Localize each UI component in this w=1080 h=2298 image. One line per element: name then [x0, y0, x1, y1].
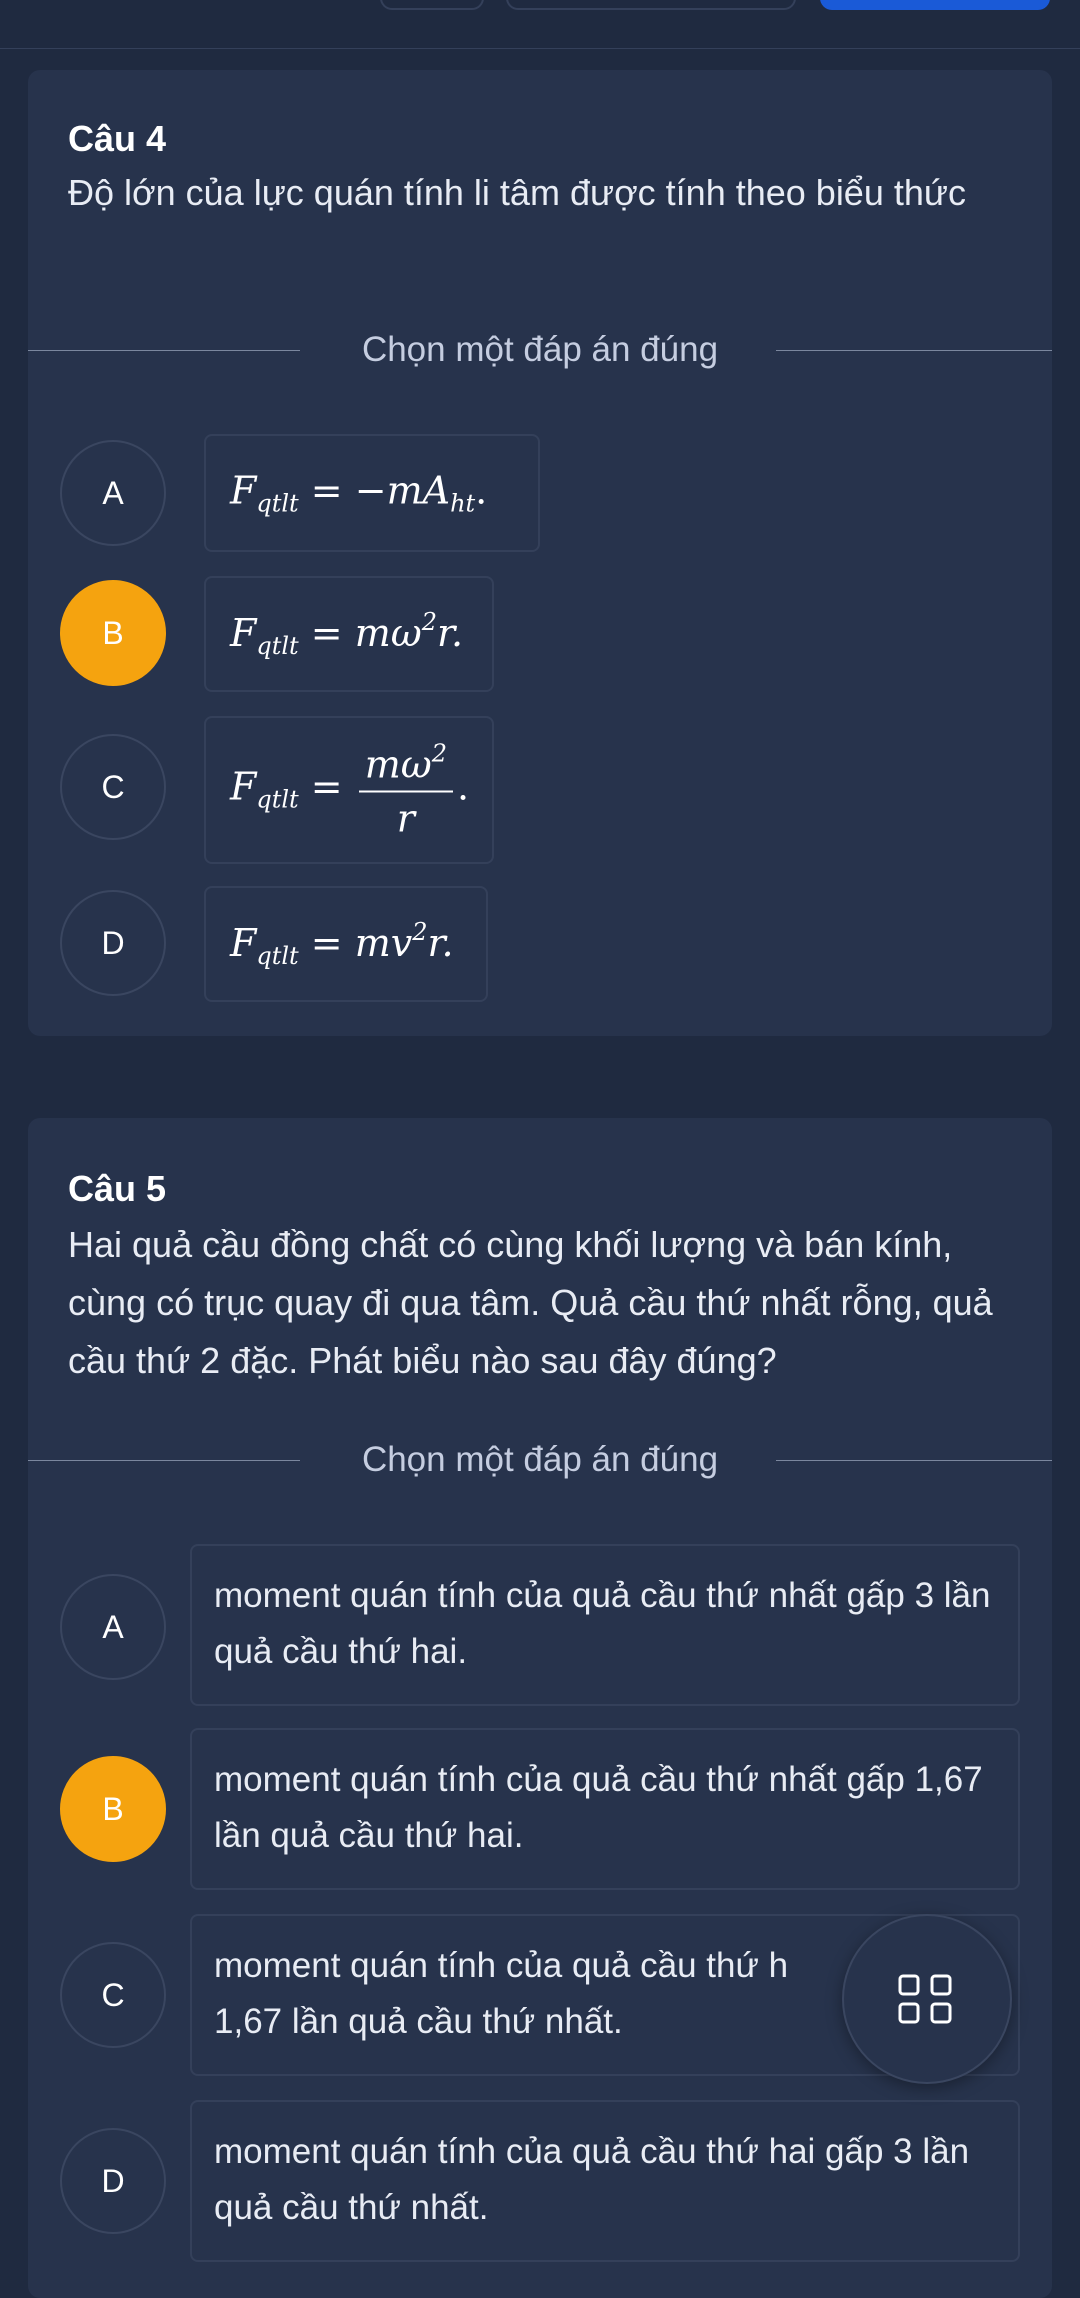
top-tab-bar — [0, 0, 1080, 49]
option-c-formula: $F_{qtlt}$ = $\frac{m\omega^2}{r}$ . — [230, 739, 470, 841]
option-letter-d[interactable]: D — [60, 2128, 166, 2234]
option-letter-d[interactable]: D — [60, 890, 166, 996]
answer-instruction: Chọn một đáp án đúng — [361, 1440, 719, 1479]
option-a[interactable] — [190, 1544, 1020, 1706]
question-card-4 — [28, 70, 1052, 1036]
option-d-text: moment quán tính của quả cầu thứ hai gấp 3 lần quả cầu thứ nhất. — [214, 2132, 970, 2227]
option-d-formula: $F_{qtlt} = mv^2r$. — [230, 918, 454, 970]
option-letter-c[interactable]: C — [60, 1942, 166, 2048]
option-b[interactable] — [204, 576, 494, 692]
answer-instruction-separator — [28, 330, 1052, 370]
option-d[interactable] — [204, 886, 488, 1002]
question-text: Độ lớn của lực quán tính li tâm được tính theo biểu thức — [68, 172, 966, 213]
option-a[interactable] — [204, 434, 540, 552]
question-grid-button[interactable] — [842, 1914, 1012, 2084]
option-letter-b[interactable]: B — [60, 580, 166, 686]
answer-instruction: Chọn một đáp án đúng — [361, 330, 719, 369]
option-c-text: moment quán tính của quả cầu thứ h 1,67 lần quả cầu thứ nhất. — [214, 1946, 789, 2041]
option-b[interactable] — [190, 1728, 1020, 1890]
question-text: Hai quả cầu đồng chất có cùng khối lượng và bán kính, cùng có trục quay đi qua tâm. Quả cầu thứ nhất rỗng, quả cầu thứ 2 đặc. Phát biểu nào sau đây đúng? — [68, 1224, 993, 1381]
option-c[interactable] — [204, 716, 494, 864]
question-title: Câu 5 — [68, 1168, 167, 1209]
option-b-formula: $F_{qtlt} = m\omega^2r$. — [230, 608, 464, 660]
question-title: Câu 4 — [68, 118, 167, 159]
tab-indicator-1[interactable] — [380, 0, 484, 10]
option-a-formula: $F_{qtlt} = -mA_{ht}$. — [230, 468, 488, 518]
option-letter-a[interactable]: A — [60, 1574, 166, 1680]
tab-indicator-active[interactable] — [820, 0, 1050, 10]
option-a-text: moment quán tính của quả cầu thứ nhất gấp 3 lần quả cầu thứ hai. — [214, 1576, 991, 1671]
option-letter-c[interactable]: C — [60, 734, 166, 840]
answer-instruction-separator — [28, 1440, 1052, 1480]
grid-icon — [842, 1914, 1012, 2084]
option-d[interactable] — [190, 2100, 1020, 2262]
option-b-text: moment quán tính của quả cầu thứ nhất gấp 1,67 lần quả cầu thứ hai. — [214, 1760, 983, 1855]
option-letter-b[interactable]: B — [60, 1756, 166, 1862]
tab-indicator-2[interactable] — [506, 0, 796, 10]
question-card-5 — [28, 1118, 1052, 2298]
option-letter-a[interactable]: A — [60, 440, 166, 546]
